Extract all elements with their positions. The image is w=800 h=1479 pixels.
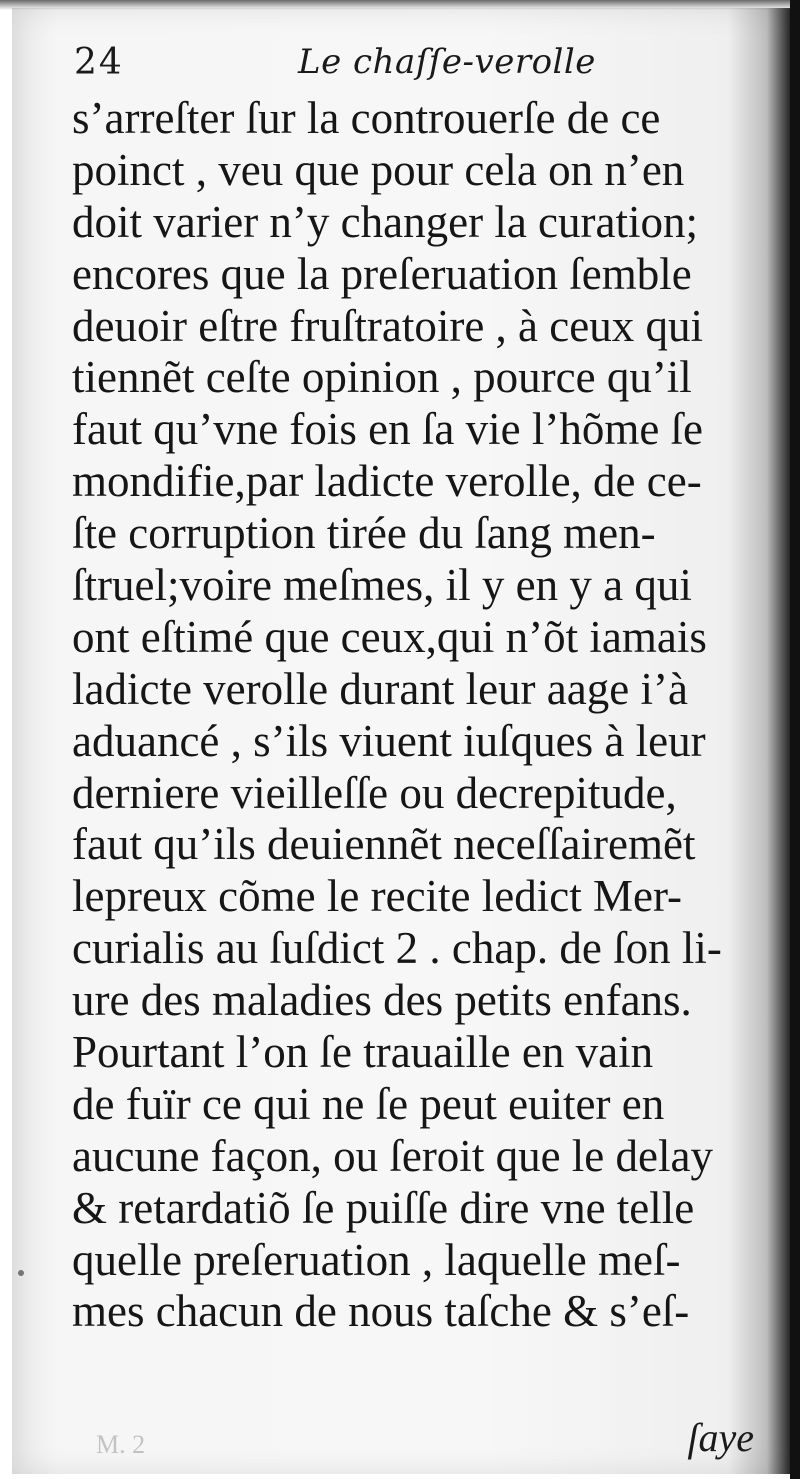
running-title: Le chaſſe-verolle [298, 42, 596, 82]
text-line: ont eſtimé que ceux,qui n’õt iamais [72, 611, 707, 662]
text-line: tiennẽt ceſte opinion , pource qu’il [72, 352, 692, 403]
text-line: ladicte verolle durant leur aage i’à [72, 663, 688, 714]
text-line: encores que la preſeruation ſemble [72, 248, 692, 299]
page-number: 24 [74, 42, 124, 83]
text-line: de fuïr ce qui ne ſe peut euiter en [72, 1078, 665, 1129]
text-line: aucune façon, ou ſeroit que le delay [72, 1130, 713, 1181]
catchword: ſaye [687, 1415, 754, 1460]
body-text [72, 93, 772, 1338]
text-line: ſte corruption tirée du ſang men- [72, 508, 656, 559]
text-line: poinct , veu que pour cela on n’en [72, 144, 685, 195]
text-line: faut qu’vne fois en ſa vie l’hõme ſe [72, 404, 704, 455]
text-line: mes chacun de nous taſche & s’eſ- [72, 1286, 690, 1337]
signature-mark: M. 2 [96, 1430, 146, 1459]
page-edge [790, 0, 800, 1479]
text-line: derniere vieilleſſe ou decrepitude, [72, 767, 677, 818]
text-line: ſtruel;voire meſmes, il y en y a qui [72, 560, 692, 611]
ink-speck [18, 1270, 24, 1276]
text-line: deuoir eſtre fruſtratoire , à ceux qui [72, 300, 703, 351]
text-line: ure des maladies des petits enfans. [72, 975, 692, 1026]
text-line: s’arreſter ſur la controuerſe de ce [72, 93, 661, 143]
text-line: curialis au ſuſdict 2 . chap. de ſon li- [72, 923, 722, 974]
text-line: quelle preſeruation , laquelle meſ- [72, 1234, 681, 1285]
text-line: mondifie,par ladicte verolle, de ce- [72, 456, 702, 507]
text-line: lepreux cõme le recite ledict Mer- [72, 871, 683, 922]
text-line: aduancé , s’ils viuent iuſques à leur [72, 715, 706, 766]
text-line: & retardatiõ ſe puiſſe dire vne telle [72, 1182, 695, 1233]
top-shadow [0, 0, 800, 10]
text-line: faut qu’ils deuiennẽt neceſſairemẽt [72, 819, 696, 870]
text-line: Pourtant l’on ſe trauaille en vain [72, 1027, 654, 1078]
text-line: doit varier n’y changer la curation; [72, 196, 698, 247]
page-header [58, 42, 718, 92]
